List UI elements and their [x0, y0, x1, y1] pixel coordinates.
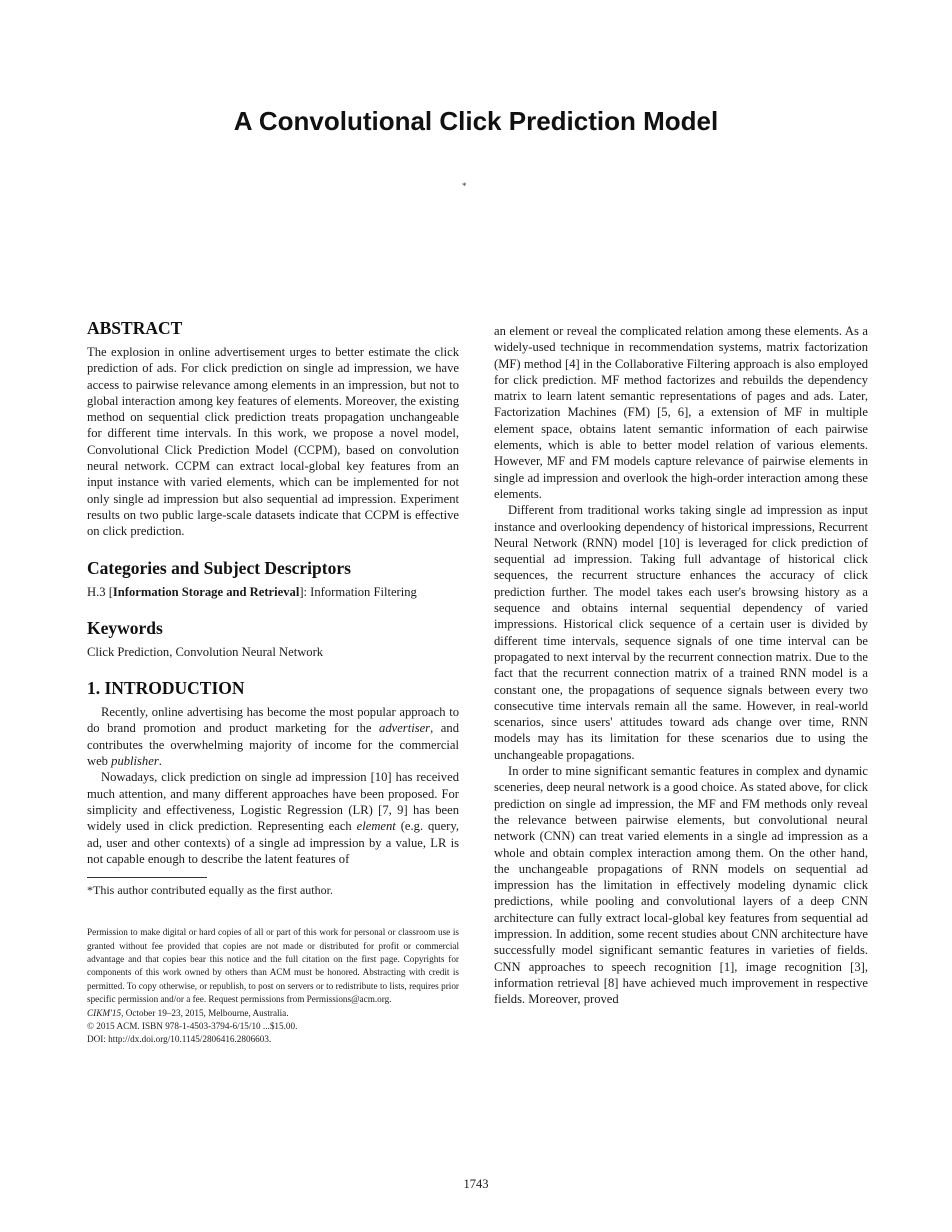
paper-title: A Convolutional Click Prediction Model: [233, 106, 719, 136]
abstract-text: The explosion in online advertisement urges to better estimate the click prediction of ads. For click prediction on single ad impression, we have access to pairwise relevance among elements in an impression, but not to global interaction among key features of elements. Moreover, the existing method on sequential click prediction treats propagation unchangeable for different time intervals. In this work, we propose a novel model, Convolutional Click Prediction Model (CCPM), based on convolution neural network. CCPM can extract local-global key features from an input instance with varied elements, which can be implemented for not only single ad impression but also sequential ad impression. Experiment results on two public large-scale datasets indicate that CCPM is effective on click prediction.: [87, 345, 459, 539]
right-column: [494, 323, 868, 1007]
introduction-heading: 1. INTRODUCTION: [87, 678, 245, 699]
left-column: [87, 318, 459, 1047]
categories-heading: Categories and Subject Descriptors: [87, 557, 351, 578]
page-number: 1743: [463, 1177, 489, 1191]
right-paragraph-2: Different from traditional works taking single ad impression as input instance and overlooking dependency of historical impressions, Recurrent Neural Network (RNN) model [10] is leveraged for click prediction of sequential ad impression. Taking full advantage of historical click sequences, the recurrent structure enhances the accuracy of click prediction further. The model takes each user's browsing history as a sequence and obtains internal sequential dependency of varied impressions. Historical click sequence of a certain user is divided by different time intervals, sequence signals of one time interval can be propagated to next interval by the recurrent connection matrix. Due to the fact that the recurrent connection matrix of a trained RNN model is a constant one, the propagations of sequence signals between every two consecutive time intervals remain all the same. However, in real-world scenarios, since users' attitudes toward ads change over time, RNN models may has its limitation for these scenarios due to using the unchangeable propagations.: [494, 503, 868, 762]
doi-line: DOI: http://dx.doi.org/10.1145/2806416.2806603.: [87, 1034, 272, 1045]
copyright-line: © 2015 ACM. ISBN 978-1-4503-3794-6/15/10 ...$15.00.: [87, 1020, 298, 1031]
conference-line: CIKM'15, October 19–23, 2015, Melbourne, Australia.: [87, 1007, 289, 1018]
footnote-rule: [87, 877, 207, 878]
footnote: *This author contributed equally as the first author.: [87, 883, 333, 898]
title-footnote-mark: *: [462, 181, 467, 191]
intro-paragraph-2: Nowadays, click prediction on single ad impression [10] has received much attention, and many different approaches have been proposed. For simplicity and effectiveness, Logistic Regression (LR) [7, 9] has been widely used in click prediction. Representing each element (e.g. query, ad, user and other contexts) of a single ad impression by a value, LR is not capable enough to describe the latent features of: [87, 770, 459, 866]
categories-text: H.3 [Information Storage and Retrieval]: Information Filtering: [87, 584, 417, 599]
right-paragraph-1: an element or reveal the complicated relation among these elements. As a widely-used technique in recommendation systems, matrix factorization (MF) method [4] in the Collaborative Filtering approach is also employed for click prediction. MF method factorizes and rebuilds the dependency matrix to learn latent semantic representations of pages and ads. Later, Factorization Machines (FM) [5, 6], a extension of MF in multiple element space, obtains latent semantic information of each pairwise elements, which is able to better model relation of various elements. However, MF and FM models capture relevance of pairwise elements in single ad impression and overlook the high-order interaction among these elements.: [494, 324, 868, 501]
permission-block: [87, 926, 459, 1047]
categories-bold: Information Storage and Retrieval: [112, 584, 300, 599]
keywords-heading: Keywords: [87, 617, 163, 638]
permission-text: Permission to make digital or hard copies of all or part of this work for personal or classroom use is granted without fee provided that copies are not made or distributed for profit or commercial advantage and that copies bear this notice and the full citation on the first page. Copyrights for components of this work owned by others than ACM must be honored. Abstracting with credit is permitted. To copy otherwise, or republish, to post on servers or to redistribute to lists, requires prior specific permission and/or a fee. Request permissions from Permissions@acm.org.: [87, 927, 459, 1005]
keywords-text: Click Prediction, Convolution Neural Network: [87, 644, 324, 659]
abstract-heading: ABSTRACT: [87, 318, 183, 338]
right-paragraph-3: In order to mine significant semantic features in complex and dynamic sceneries, deep neural network is a good choice. As stated above, for click prediction on single ad impression, the MF and FM methods only reveal the relevance between pairwise elements, but convolutional neural network (CNN) can treat varied elements in a single ad impression as a whole and obtain complex interaction among them. On the other hand, the unchangeable propagations of RNN models on sequential ad impression has the limitation in effectively modeling dynamic click predictions, while pooling and convolutional layers of a deep CNN architecture can fully extract local-global key features from sequential ad impression. In addition, some recent studies about CNN architecture have successfully model significant semantic features in varieties of fields. CNN approaches to speech recognition [1], image recognition [3], information retrieval [8] have achieved much improvement in respective fields. Moreover, proved: [494, 764, 868, 1007]
intro-paragraph-1: Recently, online advertising has become the most popular approach to do brand promotion and product marketing for the advertiser, and contributes the overwhelming majority of income for the commercial web publisher.: [87, 705, 459, 769]
